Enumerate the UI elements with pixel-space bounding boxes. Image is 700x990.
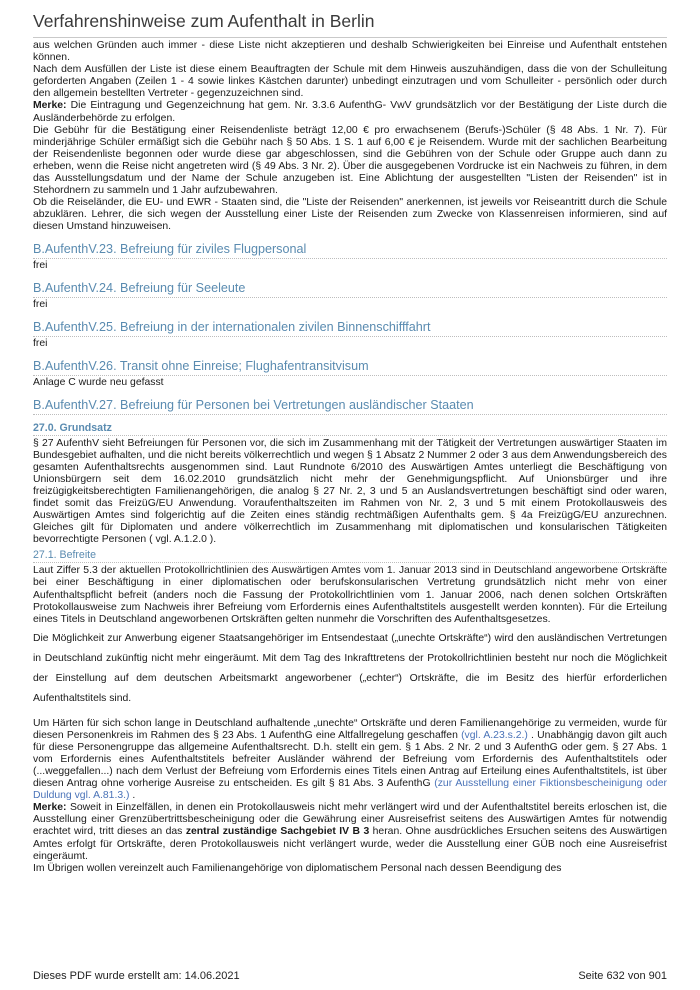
page-title: Verfahrenshinweise zum Aufenthalt in Berlin bbox=[33, 11, 375, 31]
section-heading-27[interactable]: B.AufenthV.27. Befreiung für Personen bei Vertretungen ausländischer Staaten bbox=[33, 396, 667, 415]
document-body bbox=[33, 40, 667, 875]
merke-label: Merke: bbox=[33, 802, 67, 814]
subheading-grundsatz: 27.0. Grundsatz bbox=[33, 422, 667, 436]
section-heading-23[interactable]: B.AufenthV.23. Befreiung für ziviles Flugpersonal bbox=[33, 240, 667, 259]
footer-created-date: Dieses PDF wurde erstellt am: 14.06.2021 bbox=[33, 970, 240, 982]
paragraph: Um Härten für sich schon lange in Deutschland aufhaltende „unechte“ Ortskräfte und deren Familienangehörige zu vermeiden, wurde für diesen Personenkreis im Rahmen des § 23 Abs. 1 AufenthG eine Altfallregelung geschaffen (vgl. A.23.s.2.) . Unabhängig davon gilt auch für diese Personengruppe das allgemeine Aufenthaltsrecht. D.h. stellt ein gem. § 1 Abs. 2 Nr. 2 und 3 AufenthG oder gem. § 27 Abs. 1 vom Erfordernis eines Aufenthaltstitels befreiter Ausländer während der Befreiung vom Erfordernis des Aufenthaltstitels oder (...weggefallen...) nach dem Verlust der Befreiung vom Erfordernis eines Titels einen Antrag auf Erteilung eines Aufenthaltstitels, ist über diesen Antrag ohne vorherige Ausreise zu entscheiden. Es gilt § 81 Abs. 3 AufenthG (zur Ausstellung einer Fiktionsbescheinigung oder Duldung vgl. A.81.3.) . bbox=[33, 717, 667, 802]
reference-link-a23[interactable]: (vgl. A.23.s.2.) bbox=[461, 729, 528, 741]
paragraph: § 27 AufenthV sieht Befreiungen für Personen vor, die sich im Zusammenhang mit der Tätigkeit der Vertretungen auswärtiger Staaten im Bundesgebiet aufhalten, und die nicht bereits völkerrechtlich und wegen § 1 Absatz 2 Nummer 2 oder 3 aus dem Anwendungsbereich des gesamten Aufenthaltsrechts ausgenommen sind. Laut Rundnote 6/2010 des Auswärtigen Amtes unterliegt die Beschäftigung von Unionsbürgern seit dem 16.02.2010 grundsätzlich nicht mehr der Genehmigungspflicht. Auf Unionsbürger und ihre freizügigkeitsberechtigten Familienangehörigen, die analog § 27 Nr. 2, 3 und 5 an Auslandsvertretungen beschäftigt sind oder waren, findet somit das FreizüG/EU Anwendung. Voraufenthaltszeiten im Rahmen von Nr. 2, 3 und 5 mit einem Protokollausweis des Auswärtigen Amtes sind folgerichtig auf die Zeiten eines ständig rechtmäßigen Aufenthalts gem. § 4a FreizügG/EU anzurechnen. Gleiches gilt für Diplomaten und andere völkerrechtlich im Zusammenhang mit diplomatischen und konsularischen Tätigkeiten bevorrechtigte Personen ( vgl. A.1.2.0 ). bbox=[33, 437, 667, 546]
section-body-26: Anlage C wurde neu gefasst bbox=[33, 376, 164, 388]
footer-page-number: Seite 632 von 901 bbox=[578, 970, 667, 982]
paragraph: Die Gebühr für die Bestätigung einer Reisendenliste beträgt 12,00 € pro erwachsenem (Berufs-)Schüler (§ 48 Abs. 1 Nr. 7). Für minderjährige Schüler ermäßigt sich die Gebühr nach § 50 Abs. 1 S. 1 auf 6,00 € je Reisendem. Wurde mit der sachlichen Bearbeitung der Reisendenliste begonnen oder wurde diese gar abgeschlossen, sind die Gebühren von der Schule oder Gruppe auch dann zu erheben, wenn die Reise nicht angetreten wird (§ 49 Abs. 3 Nr. 2). Über die ausgegebenen Vordrucke ist ein Nachweis zu führen, in dem das Ausstellungsdatum und der Name der Schule anzugeben ist. Eine Ablichtung der ausgestellten "Listen der Reisenden" ist in Stehordnern zu sammeln und 1 Jahr aufzubewahren. bbox=[33, 124, 667, 197]
paragraph: aus welchen Gründen auch immer - diese Liste nicht akzeptieren und deshalb Schwierigkeiten bei Einreise und Aufenthalt entstehen können. bbox=[33, 40, 667, 64]
paragraph: Im Übrigen wollen vereinzelt auch Familienangehörige von diplomatischem Personal nach dessen Beendigung des bbox=[33, 862, 562, 874]
reference-link-a81[interactable]: (zur Ausstellung einer Fiktionsbescheinigung oder Duldung vgl. A.81.3.) bbox=[33, 778, 667, 802]
subheading-befreite: 27.1. Befreite bbox=[33, 549, 667, 563]
paragraph: Laut Ziffer 5.3 der aktuellen Protokollrichtlinien des Auswärtigen Amtes vom 1. Januar 2013 sind in Deutschland angeworbene Ortskräfte bei einer Beschäftigung in einer diplomatischen oder berufskonsularischen Vertretung grundsätzlich nicht mehr von einer Aufenthaltspflicht befreit (anders noch die Fassung der Protokollrichtlinien vom 1. Januar 2006, nach denen solchen Ortskräften Protokollausweise zum Nachweis ihrer Befreiung vom Erfordernis eines Aufenthaltstitels ausgestellt werden konnten). Für die Erteilung eines Titels in Deutschland angeworbenen Ortskräften gelten nunmehr die Vorschriften des Aufenthaltsgesetzes. bbox=[33, 565, 667, 625]
section-heading-26[interactable]: B.AufenthV.26. Transit ohne Einreise; Flughafentransitvisum bbox=[33, 357, 667, 376]
header-divider bbox=[33, 37, 667, 38]
paragraph: Ob die Reiseländer, die EU- und EWR - Staaten sind, die "Liste der Reisenden" anerkennen, ist jeweils vor Reiseantritt durch die Schule abzuklären. Lehrer, die sich wegen der Ausstellung einer Liste der Reisenden zum Zwecke von Klassenreisen informieren, sind auf diesen Umstand hinzuweisen. bbox=[33, 197, 667, 233]
section-body-24: frei bbox=[33, 298, 48, 310]
paragraph: Merke: Die Eintragung und Gegenzeichnung hat gem. Nr. 3.3.6 AufenthG- VwV grundsätzlich vor der Bestätigung der Liste durch die Ausländerbehörde zu erfolgen. bbox=[33, 100, 667, 124]
paragraph: Nach dem Ausfüllen der Liste ist diese einem Beauftragten der Schule mit dem Hinweis auszuhändigen, dass die von der Schulleitung geforderten Angaben (Zeilen 1 - 4 sowie linkes Kästchen darunter) unbedingt einzutragen und vom Schulleiter - persönlich oder durch den allgemein bestellten Vertreter - gegenzuzeichnen sind. bbox=[33, 64, 667, 100]
section-heading-25[interactable]: B.AufenthV.25. Befreiung in der internationalen zivilen Binnenschifffahrt bbox=[33, 318, 667, 337]
section-body-23: frei bbox=[33, 259, 48, 271]
section-heading-24[interactable]: B.AufenthV.24. Befreiung für Seeleute bbox=[33, 279, 667, 298]
paragraph: Die Möglichkeit zur Anwerbung eigener Staatsangehöriger im Entsendestaat („unechte Ortskräfte“) wird den ausländischen Vertretungen in Deutschland zukünftig nicht mehr eingeräumt. Mit dem Tag des Inkrafttretens der Protokollrichtlinien besteht nur noch die Möglichkeit der Einstellung auf dem deutschen Arbeitsmarkt angeworbener („echter“) Ortskräfte, die im Besitz des hierfür erforderlichen Aufenthaltstitels sind. bbox=[33, 632, 667, 705]
bold-text: zentral zuständige Sachgebiet IV B 3 bbox=[185, 826, 370, 838]
section-body-25: frei bbox=[33, 337, 48, 349]
paragraph: Merke: Soweit in Einzelfällen, in denen ein Protokollausweis nicht mehr verlängert wird und der Aufenthaltstitel bereits erloschen ist, die Ausstellung einer Grenzübertrittsbescheinigung oder die Gewährung einer Ausreisefrist seitens des Auswärtigen Amtes für notwendig erachtet wird, tritt dieses an das zentral zuständige Sachgebiet IV B 3 heran. Ohne ausdrückliches Ersuchen seitens des Auswärtigen Amtes erfolgt für Ortskräfte, deren Protokollausweis nicht verlängert wurde, weder die Ausstellung einer GÜB noch eine Ausreisefrist eingeräumt. bbox=[33, 802, 667, 862]
merke-label: Merke: bbox=[33, 100, 67, 112]
